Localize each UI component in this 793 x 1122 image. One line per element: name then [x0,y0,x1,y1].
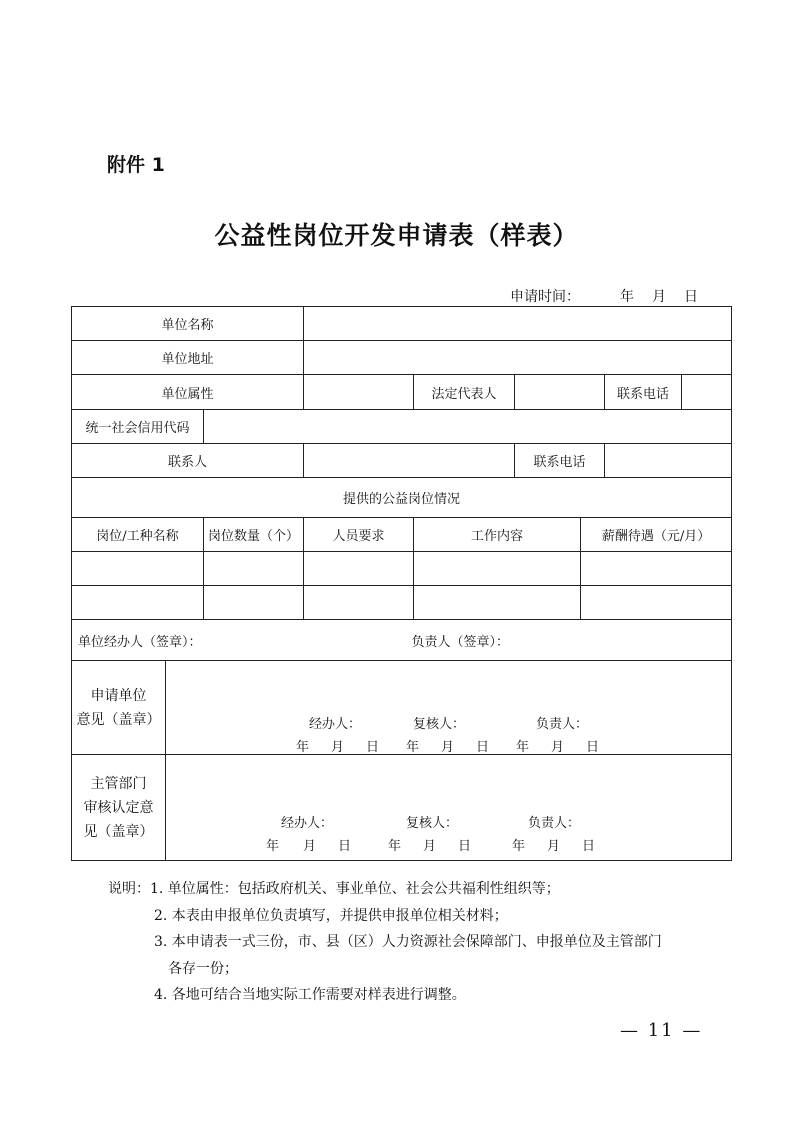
contact-phone-label: 联系电话 [605,375,682,409]
page-number: — 11 — [620,1020,703,1041]
note-line-2: 2. 本表由申报单位负责填写，并提供申报单位相关材料； [154,907,508,924]
requirements-cell[interactable] [304,552,414,586]
applicant-opinion-field[interactable] [166,661,732,755]
apply-date [510,286,698,306]
positions-header: 提供的公益岗位情况 [72,478,732,518]
unit-name-field[interactable] [304,307,732,341]
apply-date-month: 月 [652,289,666,305]
contact-phone-group [605,375,732,410]
applicant-leader-label: 负责人： [536,717,589,732]
legal-rep-field[interactable] [515,375,605,410]
col-header-position: 岗位/工种名称 [72,518,204,552]
dept-opinion-field[interactable] [166,755,732,861]
date-month: 月 [547,839,561,854]
leader-signature-label: 负责人（签章）： [411,634,510,650]
position-cell[interactable] [72,586,204,620]
apply-date-day: 日 [684,289,698,305]
apply-date-year: 年 [620,289,634,305]
application-form-table [71,306,732,861]
contact-phone-field[interactable] [682,375,731,409]
note-line-3: 3. 本申请表一式三份，市、县（区）人力资源社会保障部门、申报单位及主管部门 [154,934,662,950]
col-header-work: 工作内容 [414,518,581,552]
date-day: 日 [338,839,352,854]
note-line-4: 4. 各地可结合当地实际工作需要对样表进行调整。 [154,987,466,1003]
applicant-opinion-label: 申请单位 意见（盖章） [72,661,166,755]
date-year: 年 [388,839,402,854]
dept-handler-label: 经办人： [281,816,334,831]
position-cell[interactable] [72,552,204,586]
col-header-quantity: 岗位数量（个） [204,518,304,552]
legal-rep-label: 法定代表人 [414,375,515,410]
quantity-cell[interactable] [204,586,304,620]
date-month: 月 [303,839,317,854]
date-month: 月 [441,740,455,755]
contact-phone2-field[interactable] [605,444,732,478]
dept-leader-label: 负责人： [528,816,581,831]
signature-row [72,620,732,661]
requirements-cell[interactable] [304,586,414,620]
work-cell[interactable] [414,586,581,620]
quantity-cell[interactable] [204,552,304,586]
date-day: 日 [586,740,600,755]
contact-person-field[interactable] [304,444,515,478]
notes [108,876,662,1009]
unit-type-label: 单位属性 [72,375,304,410]
dept-reviewer-label: 复核人： [406,816,459,831]
salary-cell[interactable] [581,552,732,586]
attachment-label: 附件 1 [107,154,165,176]
handler-signature-label: 单位经办人（签章）： [78,634,202,650]
form-title: 公益性岗位开发申请表（样表） [214,221,579,250]
date-month: 月 [331,740,345,755]
date-year: 年 [512,839,526,854]
col-header-requirements: 人员要求 [304,518,414,552]
date-day: 日 [366,740,380,755]
date-year: 年 [296,740,310,755]
date-day: 日 [476,740,490,755]
credit-code-label: 统一社会信用代码 [72,410,204,444]
dept-opinion-label: 主管部门 审核认定意 见（盖章） [72,755,166,861]
applicant-handler-label: 经办人： [309,717,362,732]
contact-person-label: 联系人 [72,444,304,478]
date-day: 日 [582,839,596,854]
date-month: 月 [423,839,437,854]
work-cell[interactable] [414,552,581,586]
contact-phone2-label: 联系电话 [515,444,605,478]
date-month: 月 [551,740,565,755]
note-line-3b: 各存一份； [168,960,238,977]
date-year: 年 [516,740,530,755]
note-line-1: 说明：1. 单位属性：包括政府机关、事业单位、社会公共福利性组织等； [108,881,560,897]
unit-name-label: 单位名称 [72,307,304,341]
apply-date-label: 申请时间： [510,289,580,305]
unit-type-field[interactable] [304,375,414,410]
unit-address-field[interactable] [304,341,732,375]
date-year: 年 [266,839,280,854]
unit-address-label: 单位地址 [72,341,304,375]
salary-cell[interactable] [581,586,732,620]
applicant-reviewer-label: 复核人： [413,717,466,732]
col-header-salary: 薪酬待遇（元/月） [581,518,732,552]
credit-code-field[interactable] [204,410,732,444]
date-year: 年 [406,740,420,755]
date-day: 日 [458,839,472,854]
